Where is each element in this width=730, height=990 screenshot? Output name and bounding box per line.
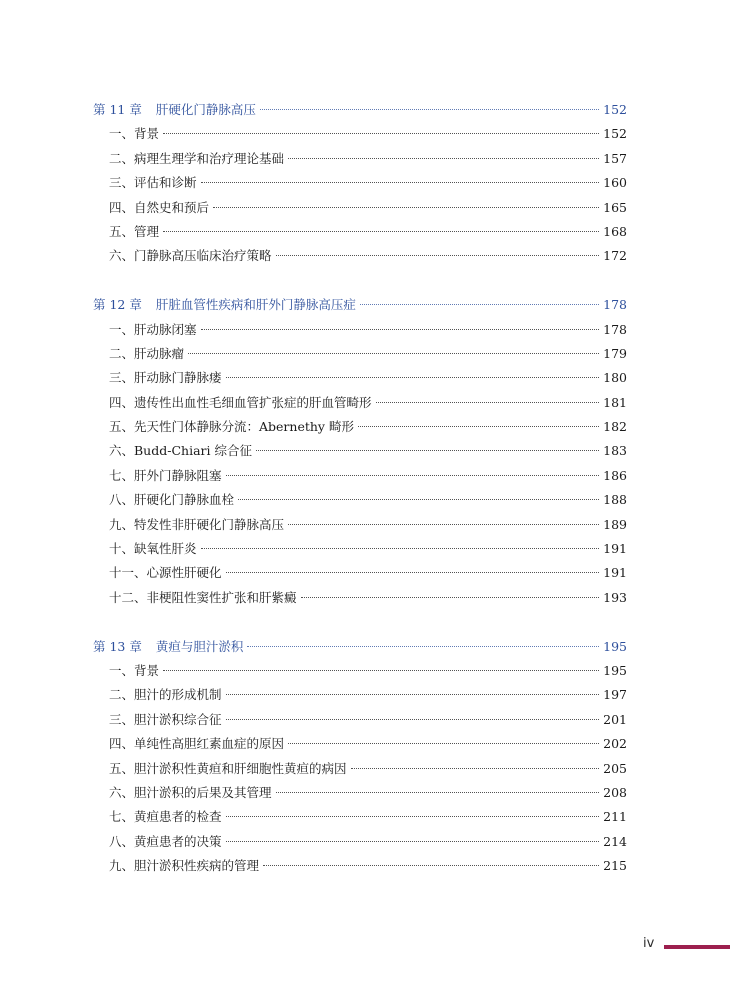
chapter-title: 肝硬化门静脉高压	[155, 102, 256, 117]
dot-leader	[213, 206, 599, 208]
dot-leader	[351, 767, 600, 769]
toc-entry[interactable]	[93, 683, 627, 707]
dot-leader	[260, 108, 599, 110]
chapter-heading[interactable]	[93, 635, 627, 659]
dot-leader	[247, 645, 599, 647]
dot-leader	[188, 352, 599, 354]
toc-entry[interactable]	[93, 391, 627, 415]
toc-entry[interactable]	[93, 757, 627, 781]
entry-page: 208	[603, 784, 627, 800]
dot-leader	[201, 181, 600, 183]
toc-entry[interactable]	[93, 439, 627, 463]
toc-entry[interactable]	[93, 464, 627, 488]
entry-page: 202	[603, 736, 627, 752]
toc-entry[interactable]	[93, 171, 627, 195]
toc-entry[interactable]	[93, 537, 627, 561]
entry-label: 八、肝硬化门静脉血栓	[109, 492, 235, 508]
toc-entry[interactable]	[93, 244, 627, 268]
entry-page: 178	[603, 321, 627, 337]
chapter-spacer	[93, 610, 627, 634]
entry-page: 215	[603, 858, 627, 874]
toc-entry[interactable]	[93, 122, 627, 146]
dot-leader	[376, 401, 600, 403]
toc-entry[interactable]	[93, 318, 627, 342]
entry-page: 197	[603, 687, 627, 703]
entry-label: 四、自然史和预后	[109, 199, 210, 215]
dot-leader	[256, 449, 599, 451]
entry-label: 五、管理	[109, 223, 160, 239]
entry-page: 188	[603, 492, 627, 508]
entry-page: 181	[603, 394, 627, 410]
table-of-contents	[93, 98, 627, 879]
entry-label: 一、背景	[109, 662, 160, 678]
entry-page: 160	[603, 175, 627, 191]
dot-leader	[163, 230, 599, 232]
dot-leader	[226, 840, 600, 842]
toc-entry[interactable]	[93, 586, 627, 610]
dot-leader	[226, 571, 600, 573]
dot-leader	[226, 474, 600, 476]
dot-leader	[288, 157, 599, 159]
dot-leader	[288, 742, 599, 744]
dot-leader	[360, 303, 599, 305]
dot-leader	[201, 328, 600, 330]
chapter-spacer	[93, 269, 627, 293]
toc-entry[interactable]	[93, 659, 627, 683]
entry-page: 180	[603, 370, 627, 386]
entry-label: 六、Budd-Chiari 综合征	[109, 443, 252, 459]
chapter-page: 178	[603, 297, 627, 313]
toc-entry[interactable]	[93, 561, 627, 585]
toc-entry[interactable]	[93, 854, 627, 878]
entry-page: 205	[603, 760, 627, 776]
dot-leader	[201, 547, 600, 549]
entry-label: 七、肝外门静脉阻塞	[109, 467, 222, 483]
toc-entry[interactable]	[93, 805, 627, 829]
entry-label: 六、门静脉高压临床治疗策略	[109, 248, 272, 264]
entry-page: 172	[603, 248, 627, 264]
accent-bar	[664, 945, 730, 949]
toc-entry[interactable]	[93, 366, 627, 390]
dot-leader	[288, 523, 599, 525]
chapter-12	[93, 293, 627, 610]
toc-entry[interactable]	[93, 196, 627, 220]
dot-leader	[226, 376, 600, 378]
entry-page: 186	[603, 467, 627, 483]
entry-label: 五、胆汁淤积性黄疸和肝细胞性黄疸的病因	[109, 760, 347, 776]
entry-page: 191	[603, 541, 627, 557]
entry-label: 九、特发性非肝硬化门静脉高压	[109, 516, 285, 532]
chapter-page: 152	[603, 102, 627, 117]
dot-leader	[226, 815, 600, 817]
entry-page: 211	[603, 809, 627, 825]
entry-page: 168	[603, 223, 627, 239]
entry-label: 三、评估和诊断	[109, 175, 197, 191]
entry-page: 157	[603, 150, 627, 166]
toc-entry[interactable]	[93, 781, 627, 805]
entry-label: 二、胆汁的形成机制	[109, 687, 222, 703]
entry-label: 四、单纯性高胆红素血症的原因	[109, 736, 285, 752]
chapter-heading[interactable]	[93, 293, 627, 317]
entry-page: 183	[603, 443, 627, 459]
dot-leader	[163, 669, 599, 671]
dot-leader	[358, 425, 599, 427]
entry-label: 三、肝动脉门静脉瘘	[109, 370, 222, 386]
entry-page: 201	[603, 711, 627, 727]
chapter-title: 黄疸与胆汁淤积	[155, 638, 244, 654]
entry-page: 191	[603, 565, 627, 581]
entry-label: 八、黄疸患者的决策	[109, 833, 222, 849]
entry-label: 二、肝动脉瘤	[109, 345, 185, 361]
toc-entry[interactable]	[93, 488, 627, 512]
dot-leader	[163, 132, 599, 134]
dot-leader	[226, 718, 600, 720]
dot-leader	[276, 254, 600, 256]
entry-label: 六、胆汁淤积的后果及其管理	[109, 784, 272, 800]
entry-page: 182	[603, 419, 627, 435]
entry-label: 七、黄疸患者的检查	[109, 809, 222, 825]
entry-page: 179	[603, 345, 627, 361]
chapter-11	[93, 98, 627, 269]
entry-label: 五、先天性门体静脉分流：Abernethy 畸形	[109, 419, 354, 435]
toc-entry[interactable]	[93, 830, 627, 854]
entry-label: 十一、心源性肝硬化	[109, 565, 222, 581]
entry-label: 九、胆汁淤积性疾病的管理	[109, 858, 260, 874]
chapter-title: 肝脏血管性疾病和肝外门静脉高压症	[155, 297, 356, 313]
entry-page: 193	[603, 589, 627, 605]
chapter-page: 195	[603, 638, 627, 654]
chapter-number: 第 12 章	[93, 297, 142, 313]
entry-page: 214	[603, 833, 627, 849]
entry-page: 189	[603, 516, 627, 532]
toc-entry[interactable]	[93, 732, 627, 756]
dot-leader	[226, 693, 600, 695]
entry-label: 一、肝动脉闭塞	[109, 321, 197, 337]
entry-label: 十二、非梗阻性窦性扩张和肝紫癜	[109, 589, 297, 605]
entry-page: 152	[603, 126, 627, 142]
entry-label: 十、缺氧性肝炎	[109, 541, 197, 557]
toc-entry[interactable]	[93, 147, 627, 171]
entry-label: 一、背景	[109, 126, 160, 142]
entry-page: 165	[603, 199, 627, 215]
entry-label: 三、胆汁淤积综合征	[109, 711, 222, 727]
chapter-number: 第 13 章	[93, 638, 142, 654]
chapter-heading[interactable]	[93, 98, 627, 122]
toc-entry[interactable]	[93, 342, 627, 366]
dot-leader	[301, 596, 600, 598]
entry-label: 四、遗传性出血性毛细血管扩张症的肝血管畸形	[109, 394, 372, 410]
dot-leader	[276, 791, 600, 793]
page-marker: iv	[643, 936, 655, 951]
chapter-number: 第 11 章	[93, 102, 142, 117]
entry-label: 二、病理生理学和治疗理论基础	[109, 150, 285, 166]
toc-entry[interactable]	[93, 708, 627, 732]
dot-leader	[238, 498, 599, 500]
toc-entry[interactable]	[93, 220, 627, 244]
toc-entry[interactable]	[93, 415, 627, 439]
dot-leader	[263, 864, 599, 866]
toc-entry[interactable]	[93, 513, 627, 537]
chapter-13	[93, 635, 627, 879]
entry-page: 195	[603, 662, 627, 678]
